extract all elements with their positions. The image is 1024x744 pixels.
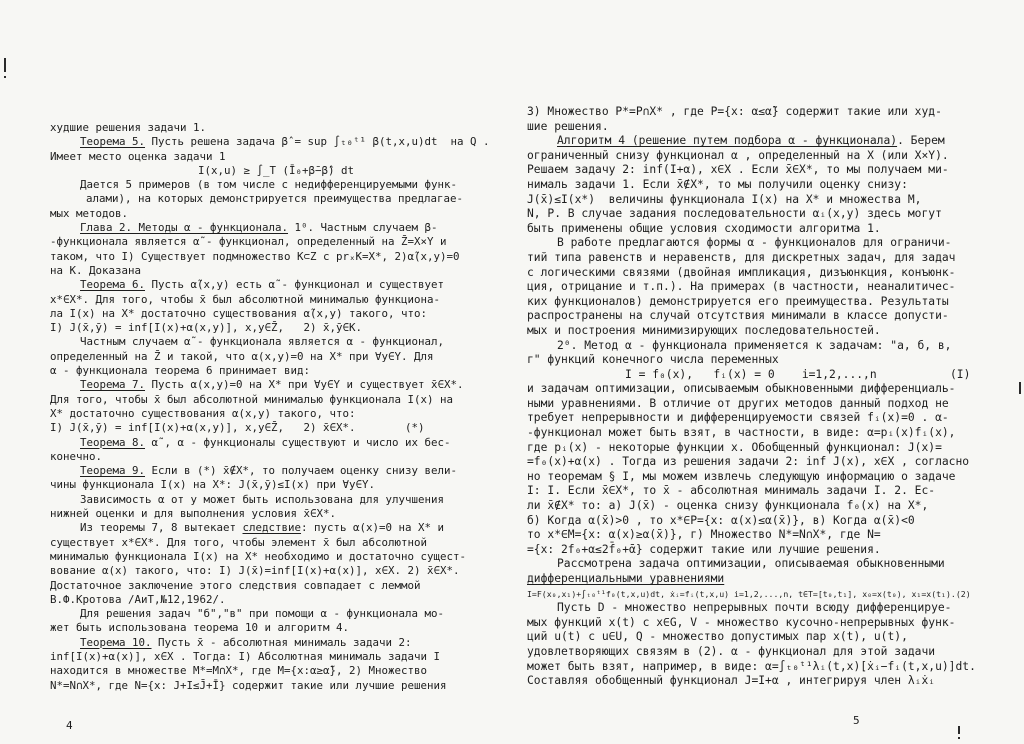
underlined-term: следствие bbox=[242, 521, 302, 535]
line-text: 1⁰. Частным случаем β- bbox=[288, 221, 438, 235]
scan-mark bbox=[4, 58, 6, 72]
equation-tag: (I) bbox=[950, 367, 971, 381]
formula-line bbox=[527, 368, 997, 383]
text-line: чины функционала I(x) на X*: J(x̄,ȳ)≤I(x) при ∀y∈Y. bbox=[50, 478, 376, 492]
text-line: б) Когда α(x̄)>0 , то x*∈P={x: α(x)≤α(x̄)}, в) Когда α(x̄)<0 bbox=[527, 513, 915, 527]
line-text: Пусть α̃(x,y) есть α̃ - функционал и существует bbox=[145, 278, 445, 292]
text-line: мых методов. bbox=[50, 206, 129, 220]
text-line: Дается 5 примеров (в том числе с недифференцируемыми функ- bbox=[80, 178, 458, 192]
text-line: -функционал может быть взят, в частности, в виде: α=pᵢ(x)fᵢ(x), bbox=[527, 426, 956, 440]
line-text: . Берем bbox=[897, 134, 945, 148]
underlined-term: дифференциальными уравнениями bbox=[527, 572, 725, 585]
text-line: минималью функционала I(x) на X* необходимо и достаточно сущест- bbox=[50, 549, 467, 563]
line-text: I = f₀(x), fᵢ(x) = 0 i=1,2,...,n bbox=[625, 367, 877, 381]
text-line: Имеет место оценка задачи 1 bbox=[50, 149, 226, 163]
text-line: В.Ф.Кротова /АиТ,№12,1962/. bbox=[50, 592, 226, 606]
theorem-label: Теорема 9. bbox=[80, 464, 146, 478]
text-line bbox=[50, 135, 490, 149]
text-line: -функционала является α̃ - функционал, определенный на Z̄=X×Y и bbox=[50, 235, 447, 249]
text-line bbox=[50, 421, 490, 435]
left-page bbox=[50, 121, 490, 693]
text-line: мых функций x(t) с x∈G, V - множество кусочно-непрерывных функ- bbox=[527, 615, 956, 629]
text-line: inf[I(x)+α(x)], x∈X . Тогда: I) Абсолютная минималь задачи I bbox=[50, 649, 441, 663]
text-line: худшие решения задачи 1. bbox=[50, 121, 207, 134]
theorem-label: Теорема 10. bbox=[80, 635, 152, 649]
text-line: Для того, чтобы x̄ был абсолютной минималью функционала I(x) на bbox=[50, 392, 454, 406]
text-line: алами), на которых демонстрируется преимущества предлагае- bbox=[86, 192, 464, 206]
theorem-label: Теорема 8. bbox=[80, 435, 146, 449]
text-line: г" функций конечного числа переменных bbox=[527, 353, 779, 367]
text-line: ла I(x) на X* достаточно существования α̃(x,y) такого, что: bbox=[50, 306, 428, 320]
theorem-label: Теорема 5. bbox=[80, 135, 146, 149]
text-line: X* достаточно существования α(x,y) такого, что: bbox=[50, 406, 356, 420]
text-line bbox=[50, 436, 490, 450]
line-text: Из теоремы 7, 8 вытекает bbox=[80, 521, 243, 535]
text-line: конечно. bbox=[50, 449, 103, 463]
text-line: где pᵢ(x) - некоторые функции x. Обобщенный функционал: J(x)= bbox=[527, 440, 942, 454]
text-line: I) J(x̄,ȳ) = inf[I(x)+α(x,y)], x,y∈Z̄, 2) x̄,ȳ∈K. bbox=[50, 321, 363, 335]
scan-mark bbox=[4, 76, 6, 78]
text-line: тий типа равенств и неравенств, для дискретных задач, для задач bbox=[527, 250, 956, 264]
algorithm-label: Алгоритм 4 (решение путем подбора α - функционала) bbox=[557, 134, 898, 148]
text-line: нималь задачи 1. Если x̄∉X*, то мы получили оценку снизу: bbox=[527, 177, 908, 191]
text-line: вование α(x) такого, что: I) J(x̄)=inf[I(x)+α(x)], x∈X. 2) x̄∈X*. bbox=[50, 564, 460, 578]
text-line bbox=[527, 134, 997, 149]
text-line bbox=[50, 378, 490, 392]
text-line: но теоремам § I, мы можем извлечь следующую информацию о задаче bbox=[527, 469, 956, 483]
text-line: ций u(t) с u∈U, Q - множество допустимых пар x(t), u(t), bbox=[527, 630, 908, 644]
text-line bbox=[50, 521, 490, 535]
text-line: Составляя обобщенный функционал J=I+α , интегрируя член λᵢẋᵢ bbox=[527, 674, 936, 688]
text-line bbox=[527, 572, 997, 587]
text-line: Решаем задачу 2: inf(I+α), x∈X . Если x̄∈X*, то мы получаем ми- bbox=[527, 163, 949, 177]
text-line: N*=N∩X*, где N={x: J+I≤J̄+Ī} содержит такие или лучшие решения bbox=[50, 678, 447, 692]
page-number: 4 bbox=[66, 719, 73, 732]
text-line: =f₀(x)+α(x) . Тогда из решения задачи 2: inf J(x), x∈X , согласно bbox=[527, 455, 970, 469]
line-text: Пусть x̄ - абсолютная минималь задачи 2: bbox=[151, 635, 412, 649]
text-line: J(x̄)≤I(x*) величины функционала I(x) на X* и множества M, bbox=[527, 192, 922, 206]
theorem-label: Теорема 7. bbox=[80, 378, 146, 392]
text-line: ция, отрицание и т.п.). На примерах (в частности, неаналитичес- bbox=[527, 280, 956, 294]
line-text: Пусть решена задача β̂ = sup ∫ₜ₀ᵗ¹ β(t,x,u)dt на Q . bbox=[145, 135, 490, 149]
text-line bbox=[50, 221, 490, 235]
text-line: то x*∈M={x: α(x)≥α(x̄)}, г) Множество N*=N∩X*, где N= bbox=[527, 528, 881, 542]
text-line: таком, что I) Существует подмножество K⊂Z с prₓK=X*, 2)α̃(x,y)=0 bbox=[50, 249, 460, 263]
text-line: существует x*∈X*. Для того, чтобы элемент x̄ был абсолютной bbox=[50, 535, 428, 549]
text-line: ких функционалов) демонстрируется его преимущества. Результаты bbox=[527, 294, 949, 308]
text-line: 2⁰. Метод α - функционала применяется к задачам: "а, б, в, bbox=[557, 338, 952, 352]
text-line: 3) Множество P*=P∩X* , где P={x: α≤α̃} содержит такие или худ- bbox=[527, 105, 942, 118]
text-line bbox=[50, 636, 490, 650]
text-line: В работе предлагаются формы α - функционалов для ограничи- bbox=[557, 236, 952, 250]
text-line: быть применены общие условия сходимости алгоритма 1. bbox=[527, 221, 881, 235]
text-line bbox=[50, 464, 490, 478]
text-line: ными уравнениями. В отличие от других методов данный подход не bbox=[527, 396, 949, 410]
text-line: Пусть D - множество непрерывных почти всюду дифференцируе- bbox=[557, 601, 952, 615]
line-text: Если в (*) x̄∉X*, то получаем оценку снизу вели- bbox=[145, 464, 458, 478]
equation-tag: (*) bbox=[405, 421, 425, 435]
text-line: x*∈X*. Для того, чтобы x̄ был абсолютной минималью функциона- bbox=[50, 292, 441, 306]
text-line: определенный на Z̄ и такой, что α(x,y)=0 на X* при ∀y∈Y. Для bbox=[50, 349, 434, 363]
theorem-label: Теорема 6. bbox=[80, 278, 146, 292]
text-line: α - функционала теорема 6 принимает вид: bbox=[50, 364, 311, 378]
text-line: с логическими связями (двойная импликация, дизъюнкция, конъюнк- bbox=[527, 265, 956, 279]
text-line: I: I. Если x̄∈X*, то x̄ - абсолютная минималь задачи I. 2. Ес- bbox=[527, 484, 936, 498]
scan-mark bbox=[958, 726, 960, 734]
text-line: на К. Доказана bbox=[50, 263, 142, 277]
line-text: I) J(x̄,ȳ) = inf[I(x)+α(x,y)], x,y∈Z̄, 2) x̄∈X*. bbox=[50, 421, 356, 435]
text-line: и задачам оптимизации, описываемым обыкновенными дифференциаль- bbox=[527, 382, 956, 396]
formula-line: I(x,u) ≥ ∫_T (Ī₀+β̄−β̂) dt bbox=[198, 163, 355, 177]
scan-mark bbox=[1019, 382, 1021, 394]
text-line: N, P. В случае задания последовательности αᵢ(x,y) здесь могут bbox=[527, 207, 942, 221]
text-line: Зависимость α от y может быть использована для улучшения bbox=[80, 492, 445, 506]
text-line: может быть взят, например, в виде: α=∫ₜ₀ᵗ¹λᵢ(t,x)[ẋᵢ−fᵢ(t,x,u)]dt. bbox=[527, 659, 976, 673]
text-line: ограниченный снизу функционал α , определенный на X (или X×Y). bbox=[527, 148, 949, 162]
chapter-heading: Глава 2. Методы α - функционала. bbox=[80, 221, 289, 235]
text-line: Достаточное заключение этого следствия совпадает с леммой bbox=[50, 578, 421, 592]
page-number: 5 bbox=[853, 714, 860, 727]
text-line: находится в множестве M*=M∩X*, где M={x:α≥α̃}, 2) Множество bbox=[50, 664, 428, 678]
text-line: ли x̄∉X* то: а) J(x̄) - оценка снизу функционала f₀(x) на X*, bbox=[527, 499, 929, 513]
text-line: удовлетворяющих связям в (2). α - функционал для этой задачи bbox=[527, 644, 936, 658]
text-line: ={x: 2f₀+α≤2f̄₀+ᾱ} содержит такие или лучшие решения. bbox=[527, 542, 881, 556]
text-line bbox=[50, 278, 490, 292]
text-line: жет быть использована теорема 10 и алгоритм 4. bbox=[50, 621, 350, 635]
right-page bbox=[527, 105, 997, 689]
formula-line: I=F(x₀,x₁)+∫ₜ₀ᵗ¹f₀(t,x,u)dt, ẋᵢ=fᵢ(t,x,u) i=1,2,...,n, t∈T=[t₀,t₁], x₀=x(t₀), x₁=x(t₁).(2) bbox=[527, 588, 971, 599]
text-line: шие решения. bbox=[527, 119, 609, 133]
line-text: α̃ , α - функционалы существуют и число их бес- bbox=[145, 435, 451, 449]
text-line: Для решения задач "б","в" при помощи α - функционала мо- bbox=[80, 607, 445, 621]
text-line: распространены на случай отсутствия минимали в классе допусти- bbox=[527, 309, 949, 323]
text-line: Частным случаем α̃ - функционала является α - функционал, bbox=[80, 335, 445, 349]
text-line: нижней оценки и для выполнения условия x̄∈X*. bbox=[50, 507, 337, 521]
text-line: мых и построения минимизирующих последовательностей. bbox=[527, 323, 881, 337]
text-line: Рассмотрена задача оптимизации, описываемая обыкновенными bbox=[557, 557, 945, 571]
line-text: Пусть α(x,y)=0 на X* при ∀y∈Y и существует x̄∈X*. bbox=[145, 378, 464, 392]
text-line: требует непрерывности и дифференцируемости связей fᵢ(x)=0 . α- bbox=[527, 411, 949, 425]
scan-mark bbox=[958, 737, 960, 739]
line-text: : пусть α(x)=0 на X* и bbox=[301, 521, 445, 535]
